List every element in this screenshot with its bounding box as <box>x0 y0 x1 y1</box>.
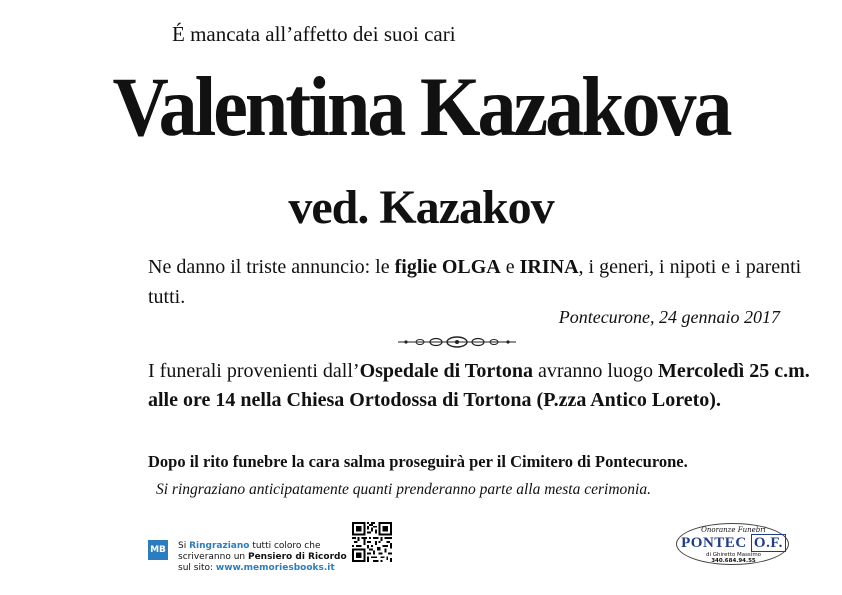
ornament-divider-icon <box>396 334 518 350</box>
memoriesbooks-logo: MB <box>148 540 168 560</box>
memo-text-5: sul sito: <box>178 563 216 573</box>
announcement-text-2: e <box>500 256 520 278</box>
memo-thought: Pensiero di Ricordo <box>247 552 347 562</box>
announcement-text-1: Ne danno il triste annuncio: le <box>148 256 395 278</box>
agency-phone: 340.684.94.55 <box>711 558 756 564</box>
deceased-name: Valentina Kazakova <box>112 59 730 154</box>
announcement-text-3: , i generi, i nipoti e i parenti tutti. <box>148 256 802 308</box>
agency-owner: di Ghiretto Massimo <box>705 552 762 558</box>
qr-code-icon[interactable] <box>352 522 392 562</box>
agency-tagline: Onoranze Funebri <box>701 526 766 534</box>
funeral-hospital: Ospedale di Tortona <box>359 360 533 382</box>
announcement-paragraph <box>148 252 818 312</box>
widow-of-name: ved. Kazakov <box>288 181 554 234</box>
funeral-paragraph <box>148 357 818 415</box>
thanks-text: Si ringraziano anticipatamente quanti prenderanno parte alla mesta cerimonia. <box>156 481 651 498</box>
announcement-daughters: figlie OLGA <box>394 256 501 278</box>
funeral-text-2: avranno luogo <box>532 360 658 382</box>
memo-text-3: tutti coloro che scriveranno un <box>178 541 321 562</box>
memo-website-link[interactable]: www.memoriesbooks.it <box>215 563 335 573</box>
funeral-text-1: I funerali provenienti dall’ <box>148 360 360 382</box>
memo-thanks: Ringraziano <box>189 541 250 551</box>
funeral-date-place: Mercoledì 25 c.m. alle ore 14 nella Chiesa Ortodossa di Tortona (P.zza Antico Loreto). <box>148 360 810 411</box>
agency-brand-name: PONTEC <box>681 535 747 551</box>
memo-text-1: Si <box>178 541 190 551</box>
announcement-daughter-2: IRINA <box>519 256 579 278</box>
agency-brand <box>680 535 787 552</box>
funeral-agency-logo <box>676 523 791 567</box>
memoriesbooks-note <box>178 541 353 574</box>
agency-brand-box: O.F. <box>751 534 786 552</box>
after-rite-text: Dopo il rito funebre la cara salma proseguirà per il Cimitero di Pontecurone. <box>148 452 688 471</box>
place-date: Pontecurone, 24 gennaio 2017 <box>558 307 780 327</box>
intro-text: É mancata all’affetto dei suoi cari <box>172 22 456 46</box>
